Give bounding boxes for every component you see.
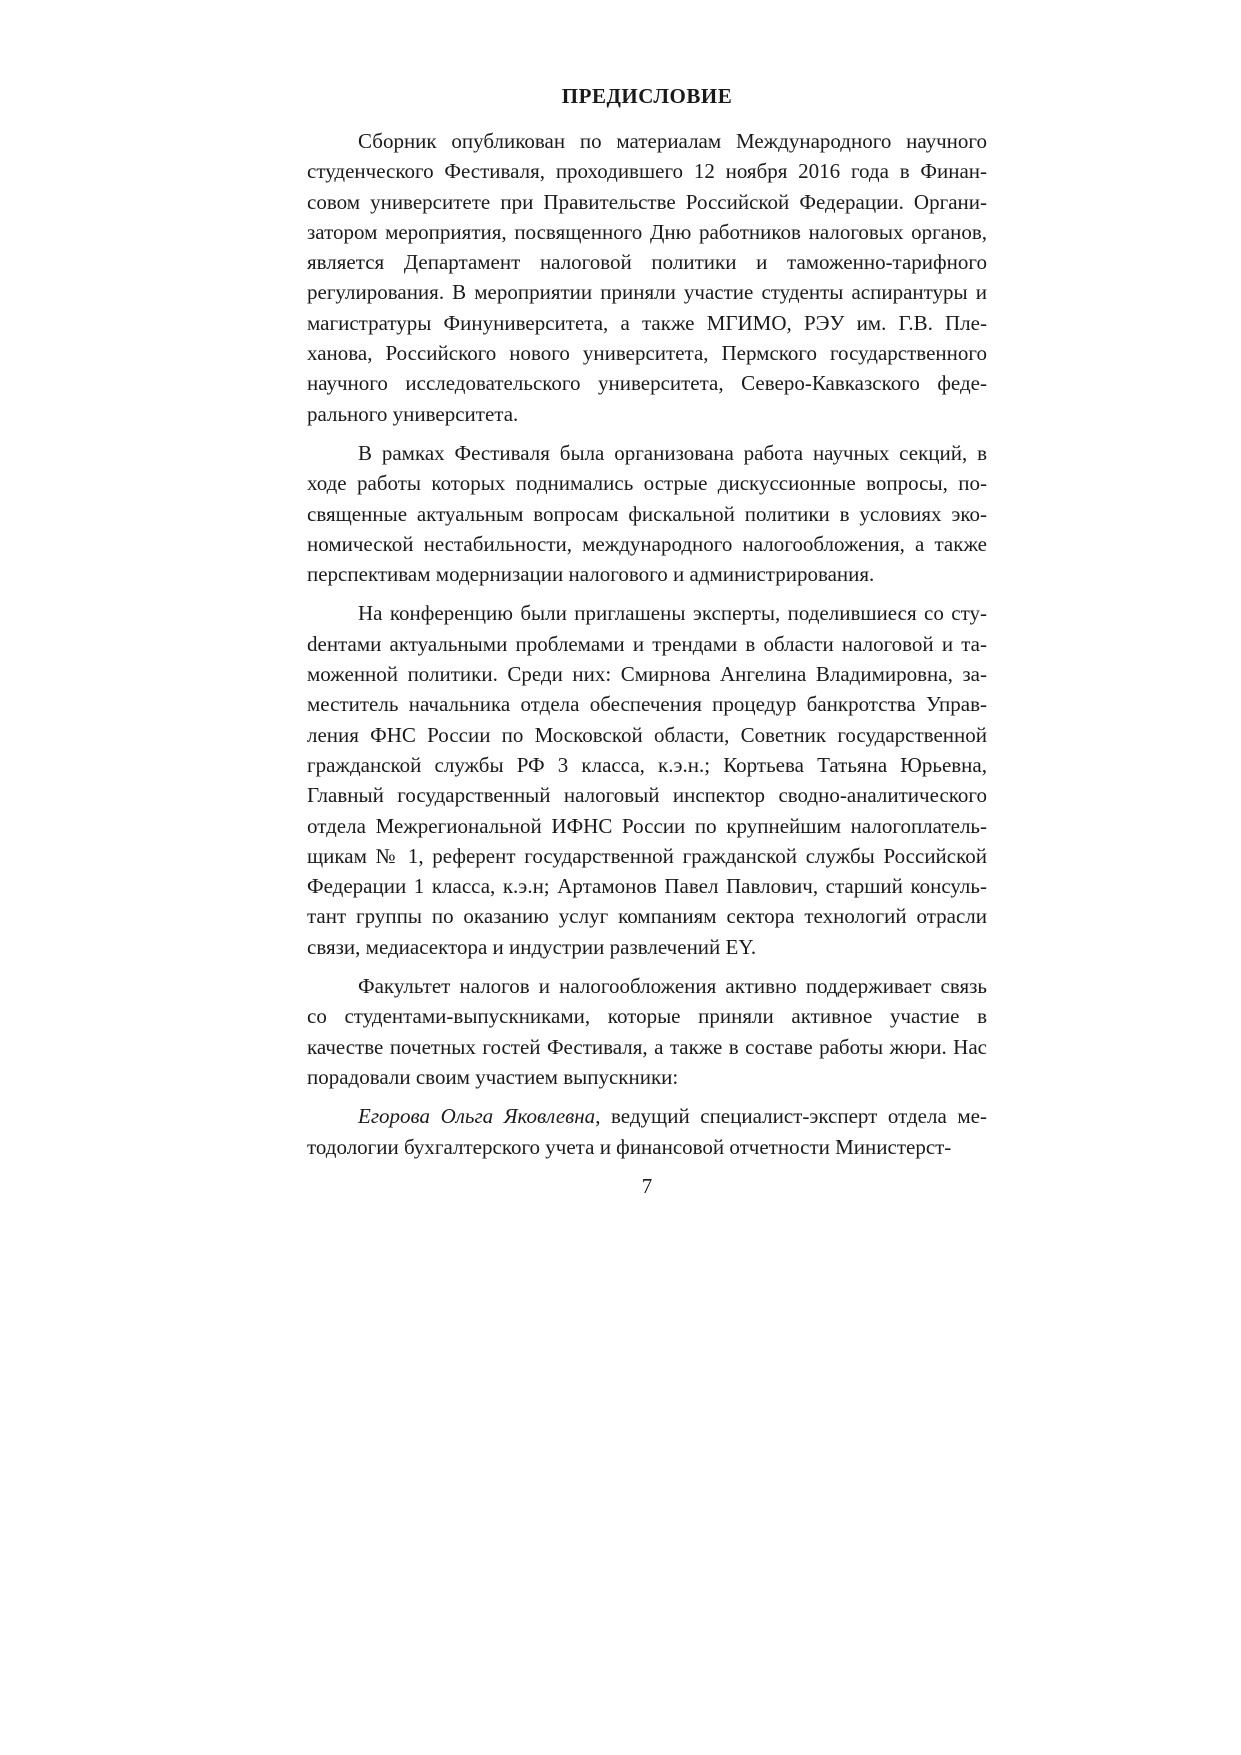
paragraph-4: Факультет налогов и налогообложения активно поддерживает связь со студентами-выпускниками, которые приняли активное участие в качестве почетных гостей Фестиваля, а также в составе работы жюри. Нас порадовали своим участием выпускники: (307, 974, 987, 1089)
page-number: 7 (641, 1173, 653, 1198)
paragraph-5 (307, 1101, 987, 1162)
italic-name: Егорова Ольга Яковлевна (358, 1104, 596, 1129)
page-title: ПРЕДИСЛОВИЕ (561, 84, 733, 108)
document-page (307, 80, 987, 1201)
paragraph-5-text: , ведущий специалист-эксперт отдела методологии бухгалтерского учета и финансовой отчетности Министерст- (307, 1104, 987, 1159)
paragraph-3: На конференцию были приглашены эксперты, поделившиеся со стуdентами актуальными проблемами и трендами в области налоговой и таможенной политики. Среди них: Смирнова Ангелина Владимировна, заместитель начальника отдела обеспечения процедур банкротства Управления ФНС России по Московской области, Советник государственной гражданской службы РФ 3 класса, к.э.н.; Кортьева Татьяна Юрьевна, Главный государственный налоговый инспектор сводно-аналитического отдела Межрегиональной ИФНС России по крупнейшим налогоплательщикам № 1, референт государственной гражданской службы Российской Федерации 1 класса, к.э.н; Артамонов Павел Павлович, старший консультант группы по оказанию услуг компаниям сектора технологий отрасли связи, медиасектора и индустрии развлечений EY. (307, 601, 987, 959)
paragraph-1: Сборник опубликован по материалам Международного научного студенческого Фестиваля, проходившего 12 ноября 2016 года в Финансовом университете при Правительстве Российской Федерации. Организатором мероприятия, посвященного Дню работников налоговых органов, является Департамент налоговой политики и таможенно-тарифного регулирования. В мероприятии приняли участие студенты аспирантуры и магистратуры Финуниверситета, а также МГИМО, РЭУ им. Г.В. Плеханова, Российского нового университета, Пермского государственного научного исследовательского университета, Северо-Кавказского федерального университета. (307, 129, 987, 426)
paragraph-2: В рамках Фестиваля была организована работа научных секций, в ходе работы которых поднимались острые дискуссионные вопросы, посвященные актуальным вопросам фискальной политики в условиях экономической нестабильности, международного налогообложения, а также перспективам модернизации налогового и администрирования. (307, 440, 987, 587)
